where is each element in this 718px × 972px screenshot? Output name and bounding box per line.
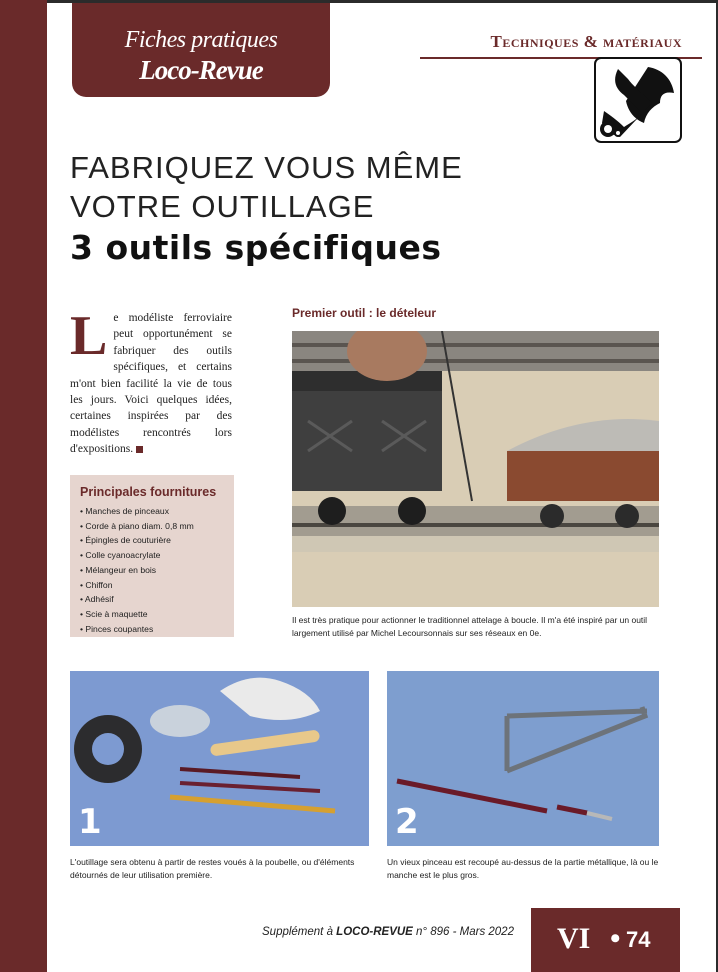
supplies-box xyxy=(70,475,234,637)
title-line-3: 3 outils spécifiques xyxy=(70,228,442,267)
photo-1-caption: L'outillage sera obtenu à partir de restes voués à la poubelle, ou d'éléments détournés de leur utilisation première. xyxy=(70,857,355,880)
page-roman: VI xyxy=(557,922,591,955)
intro-text: e modéliste ferroviaire peut opportunément se fabriquer des outils spécifiques, et certains m'ont bien facilité la vie de tous les jours. Voici quelques idées, certaines inspirées par des modélistes rencontrés lors d'expositions. xyxy=(70,312,232,456)
end-mark xyxy=(136,446,143,453)
section-label: Techniques & matériaux xyxy=(490,32,682,51)
main-photo-caption: Il est très pratique pour actionner le traditionnel attelage à boucle. Il m'a été inspiré par un outil largement utilisé par Michel Lecoursonnais sur ses réseaux en 0e. xyxy=(292,615,648,638)
page-separator: • xyxy=(610,922,621,955)
page-number: 74 xyxy=(626,927,651,952)
list-item: • Chiffon xyxy=(80,579,113,590)
list-item: • Scie à maquette xyxy=(80,608,148,619)
list-item: • Adhésif xyxy=(80,594,114,605)
footer-prefix: Supplément à xyxy=(262,926,337,938)
photo-number: 2 xyxy=(395,802,419,842)
rubric-line1: Fiches pratiques xyxy=(124,27,278,53)
list-item: • Pinces coupantes xyxy=(80,623,154,634)
footer-credit xyxy=(262,926,514,938)
photo-1 xyxy=(70,671,369,846)
list-item: • Corde à piano diam. 0,8 mm xyxy=(80,520,194,531)
title-line-2: VOTRE OUTILLAGE xyxy=(70,189,375,224)
list-item: • Colle cyanoacrylate xyxy=(80,550,161,561)
rubric-tab xyxy=(72,3,330,97)
supplies-heading: Principales fournitures xyxy=(80,485,217,499)
left-color-band xyxy=(0,0,47,972)
list-item: • Mélangeur en bois xyxy=(80,564,157,575)
supplies-list xyxy=(80,504,194,636)
footer-suffix: n° 896 - Mars 2022 xyxy=(412,926,514,938)
footer-magazine: LOCO-REVUE xyxy=(336,926,413,938)
rubric-line2: Loco-Revue xyxy=(139,55,263,85)
photo-title: Premier outil : le dételeur xyxy=(292,306,437,320)
main-photo xyxy=(292,331,659,607)
page-number-badge xyxy=(531,908,680,972)
list-item: • Épingles de couturière xyxy=(80,535,171,546)
photo-2 xyxy=(387,671,659,846)
photo-number: 1 xyxy=(78,802,102,842)
drop-cap: L xyxy=(70,305,108,367)
wrench-icon xyxy=(594,57,682,143)
intro-paragraph xyxy=(70,305,232,458)
title-line-1: FABRIQUEZ VOUS MÊME xyxy=(70,150,463,185)
photo-2-caption: Un vieux pinceau est recoupé au-dessus de la partie métallique, là ou le manche est le plus gros. xyxy=(387,857,659,880)
list-item: • Manches de pinceaux xyxy=(80,506,170,516)
